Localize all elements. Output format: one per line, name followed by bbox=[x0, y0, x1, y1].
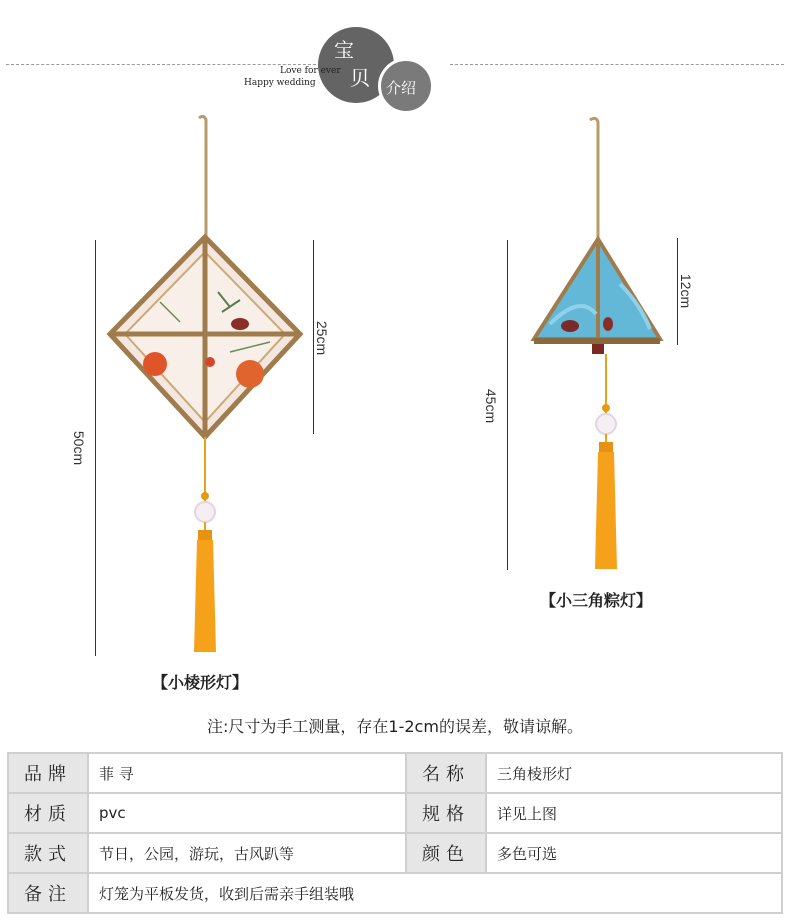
header-title-char-2: 贝 bbox=[350, 66, 370, 90]
material-value: pvc bbox=[88, 793, 406, 833]
right-product-caption: 【小三角粽灯】 bbox=[540, 591, 653, 610]
header-divider-right bbox=[450, 64, 784, 65]
triangle-lantern-image bbox=[530, 114, 665, 574]
remark-value: 灯笼为平板发货，收到后需亲手组装哦 bbox=[88, 873, 782, 913]
header-divider-left bbox=[6, 64, 316, 65]
measurement-note: 注:尺寸为手工测量，存在1-2cm的误差，敬请谅解。 bbox=[207, 717, 583, 736]
table-row bbox=[8, 753, 782, 793]
spec-key: 规格 bbox=[406, 793, 486, 833]
table-row bbox=[8, 833, 782, 873]
right-body-height-label: 12cm bbox=[678, 273, 695, 309]
remark-key: 备注 bbox=[8, 873, 88, 913]
table-row bbox=[8, 873, 782, 913]
header-title-char-1: 宝 bbox=[334, 38, 354, 62]
color-key: 颜色 bbox=[406, 833, 486, 873]
right-total-height-label: 45cm bbox=[483, 388, 500, 424]
style-value: 节日，公园，游玩，古风趴等 bbox=[88, 833, 406, 873]
brand-key: 品牌 bbox=[8, 753, 88, 793]
spec-table bbox=[7, 752, 783, 914]
name-value: 三角棱形灯 bbox=[486, 753, 782, 793]
header-subtitle: 介绍 bbox=[386, 79, 417, 97]
brand-value: 菲 寻 bbox=[88, 753, 406, 793]
spec-value: 详见上图 bbox=[486, 793, 782, 833]
material-key: 材质 bbox=[8, 793, 88, 833]
left-total-height-label: 50cm bbox=[71, 430, 88, 466]
table-row bbox=[8, 793, 782, 833]
left-body-height-label: 25cm bbox=[314, 320, 331, 356]
right-total-height-line bbox=[507, 240, 508, 570]
color-value: 多色可选 bbox=[486, 833, 782, 873]
header-tagline-2: Happy wedding bbox=[244, 78, 316, 88]
left-product-caption: 【小棱形灯】 bbox=[152, 673, 249, 692]
style-key: 款式 bbox=[8, 833, 88, 873]
header-tagline-1: Love for ever bbox=[280, 66, 341, 76]
name-key: 名称 bbox=[406, 753, 486, 793]
left-total-height-line bbox=[95, 240, 96, 656]
diamond-lantern-image bbox=[100, 112, 310, 657]
